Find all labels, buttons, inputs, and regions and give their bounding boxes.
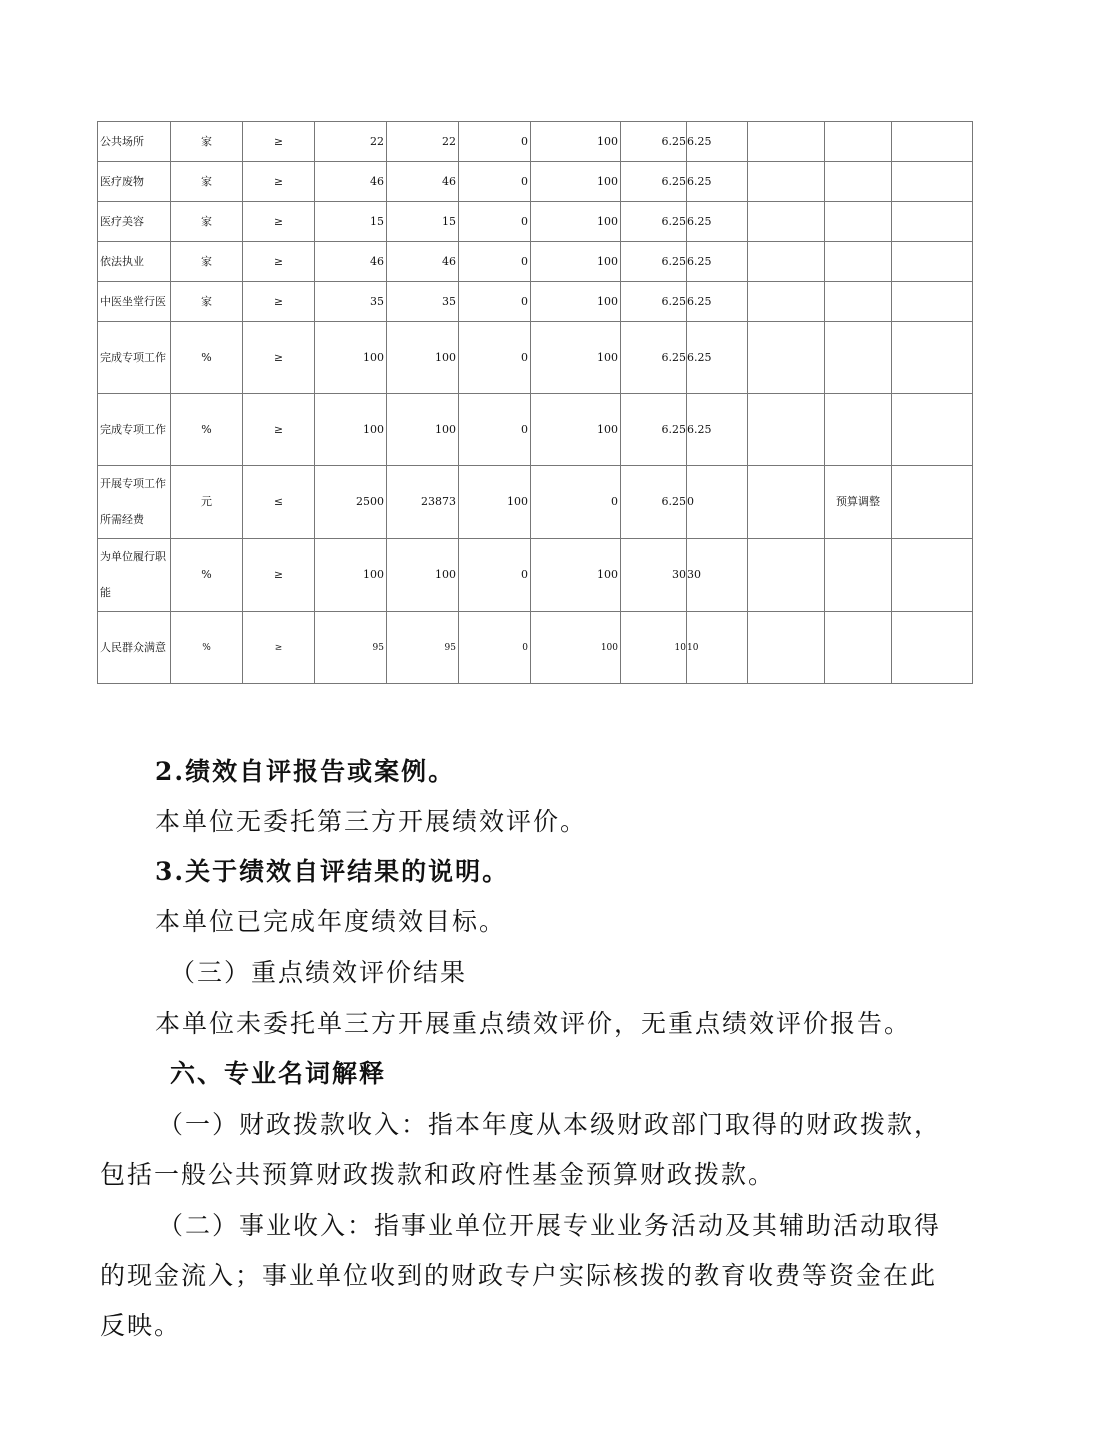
- table-cell-v5: 6.25: [621, 242, 687, 282]
- table-cell-v8: [825, 202, 892, 242]
- table-cell-name: 依法执业: [98, 242, 171, 282]
- table-row: [98, 242, 973, 282]
- table-cell-unit: 家: [171, 122, 243, 162]
- table-cell-op: ≥: [243, 122, 315, 162]
- table-cell-v7: [748, 322, 825, 394]
- table-cell-v1: 46: [315, 162, 387, 202]
- section-heading-key-evaluation: （三）重点绩效评价结果: [170, 958, 468, 987]
- table-cell-v3: 0: [459, 282, 531, 322]
- table-cell-v2: 46: [387, 162, 459, 202]
- performance-indicator-table: [97, 121, 973, 684]
- section-heading-result-explanation: 3.关于绩效自评结果的说明。: [155, 857, 510, 886]
- table-body: [98, 122, 973, 684]
- table-cell-op: ≥: [243, 394, 315, 466]
- table-cell-op: ≥: [243, 202, 315, 242]
- table-cell-v3: 0: [459, 202, 531, 242]
- table-cell-v6: 6.25: [687, 394, 748, 466]
- table-cell-v5: 6.25: [621, 282, 687, 322]
- glossary-item-fiscal-appropriation: （一）财政拨款收入：指本年度从本级财政部门取得的财政拨款，: [158, 1110, 942, 1139]
- table-cell-v7: [748, 242, 825, 282]
- table-cell-v3: 0: [459, 162, 531, 202]
- table-cell-v8: [825, 122, 892, 162]
- table-cell-v8: [825, 162, 892, 202]
- table-cell-unit: 家: [171, 282, 243, 322]
- table-cell-v1: 15: [315, 202, 387, 242]
- table-cell-v6: 6.25: [687, 162, 748, 202]
- table-cell-name: 医疗废物: [98, 162, 171, 202]
- table-cell-v6: 6.25: [687, 242, 748, 282]
- table-cell-v7: [748, 202, 825, 242]
- table-cell-v8: [825, 322, 892, 394]
- table-cell-v9: [892, 282, 973, 322]
- table-cell-v4: 100: [531, 242, 621, 282]
- table-cell-v6: 10: [687, 612, 748, 684]
- table-cell-v2: 35: [387, 282, 459, 322]
- table-cell-v7: [748, 162, 825, 202]
- table-cell-op: ≥: [243, 612, 315, 684]
- table-cell-v5: 10: [621, 612, 687, 684]
- table-cell-op: ≥: [243, 162, 315, 202]
- table-cell-name: 医疗美容: [98, 202, 171, 242]
- table-cell-v1: 100: [315, 322, 387, 394]
- table-cell-v2: 22: [387, 122, 459, 162]
- table-cell-v9: [892, 242, 973, 282]
- table-cell-v4: 100: [531, 394, 621, 466]
- table-cell-v4: 100: [531, 612, 621, 684]
- table-cell-v5: 6.25: [621, 466, 687, 539]
- table-cell-v9: [892, 322, 973, 394]
- table-cell-v7: [748, 282, 825, 322]
- paragraph-no-key-evaluation: 本单位未委托单三方开展重点绩效评价，无重点绩效评价报告。: [155, 1009, 912, 1038]
- table-cell-v7: [748, 539, 825, 612]
- table-cell-unit: 家: [171, 162, 243, 202]
- table-cell-op: ≥: [243, 539, 315, 612]
- table-cell-v1: 2500: [315, 466, 387, 539]
- table-cell-v2: 15: [387, 202, 459, 242]
- table-cell-v5: 6.25: [621, 122, 687, 162]
- table-cell-v6: 6.25: [687, 122, 748, 162]
- table-row: [98, 282, 973, 322]
- table-cell-v5: 6.25: [621, 394, 687, 466]
- paragraph-no-third-party: 本单位无委托第三方开展绩效评价。: [155, 807, 588, 836]
- glossary-item-business-income: （二）事业收入：指事业单位开展专业业务活动及其辅助活动取得: [158, 1211, 942, 1240]
- table-row: [98, 122, 973, 162]
- table-cell-op: ≤: [243, 466, 315, 539]
- paragraph-goals-completed: 本单位已完成年度绩效目标。: [155, 907, 507, 936]
- table-cell-v3: 100: [459, 466, 531, 539]
- table-row: [98, 202, 973, 242]
- table-row: [98, 394, 973, 466]
- table-cell-unit: %: [171, 612, 243, 684]
- table-cell-v4: 100: [531, 322, 621, 394]
- table-cell-v2: 23873: [387, 466, 459, 539]
- table-cell-v8: [825, 539, 892, 612]
- table-cell-v8: [825, 612, 892, 684]
- table-cell-v3: 0: [459, 394, 531, 466]
- table-cell-name: 为单位履行职能: [98, 539, 171, 612]
- table-cell-v4: 100: [531, 202, 621, 242]
- table-cell-v1: 22: [315, 122, 387, 162]
- table-cell-v9: [892, 162, 973, 202]
- table-cell-v6: 6.25: [687, 202, 748, 242]
- table-cell-name: 中医坐堂行医: [98, 282, 171, 322]
- table-cell-v7: [748, 612, 825, 684]
- table-row: [98, 322, 973, 394]
- table-cell-v9: [892, 612, 973, 684]
- table-cell-op: ≥: [243, 282, 315, 322]
- table-row: [98, 466, 973, 539]
- glossary-item-business-income-end: 反映。: [100, 1311, 182, 1340]
- table-cell-v4: 0: [531, 466, 621, 539]
- table-cell-name: 开展专项工作所需经费: [98, 466, 171, 539]
- table-cell-v5: 30: [621, 539, 687, 612]
- table-cell-v6: 6.25: [687, 282, 748, 322]
- table-cell-v7: [748, 122, 825, 162]
- table-cell-v9: [892, 539, 973, 612]
- table-cell-v1: 95: [315, 612, 387, 684]
- table-cell-v3: 0: [459, 612, 531, 684]
- table-row: [98, 162, 973, 202]
- table-cell-v1: 100: [315, 394, 387, 466]
- table-cell-op: ≥: [243, 322, 315, 394]
- table-cell-name: 人民群众满意: [98, 612, 171, 684]
- table-cell-unit: 家: [171, 242, 243, 282]
- table-cell-unit: %: [171, 322, 243, 394]
- table-cell-v3: 0: [459, 242, 531, 282]
- table-cell-op: ≥: [243, 242, 315, 282]
- table-cell-v3: 0: [459, 539, 531, 612]
- table-cell-v5: 6.25: [621, 202, 687, 242]
- table-cell-v1: 35: [315, 282, 387, 322]
- table-cell-v2: 46: [387, 242, 459, 282]
- table-row: [98, 539, 973, 612]
- table-cell-v8: [825, 242, 892, 282]
- table-cell-v6: 6.25: [687, 322, 748, 394]
- table-cell-v2: 100: [387, 322, 459, 394]
- table-cell-v5: 6.25: [621, 322, 687, 394]
- table-cell-name: 完成专项工作: [98, 322, 171, 394]
- table-cell-v3: 0: [459, 122, 531, 162]
- glossary-item-business-income-cont: 的现金流入；事业单位收到的财政专户实际核拨的教育收费等资金在此: [100, 1261, 938, 1290]
- section-heading-self-evaluation-report: 2.绩效自评报告或案例。: [155, 757, 456, 786]
- table-cell-v2: 100: [387, 394, 459, 466]
- table-cell-v9: [892, 202, 973, 242]
- table-cell-v4: 100: [531, 122, 621, 162]
- table-cell-v2: 100: [387, 539, 459, 612]
- table-cell-v1: 46: [315, 242, 387, 282]
- table-cell-v8: [825, 282, 892, 322]
- table-cell-v6: 30: [687, 539, 748, 612]
- table-cell-v8: 预算调整: [825, 466, 892, 539]
- table-cell-v3: 0: [459, 322, 531, 394]
- table-cell-v9: [892, 394, 973, 466]
- table-cell-v9: [892, 466, 973, 539]
- table-cell-v4: 100: [531, 539, 621, 612]
- table-cell-v4: 100: [531, 282, 621, 322]
- table-cell-name: 完成专项工作: [98, 394, 171, 466]
- table-cell-v1: 100: [315, 539, 387, 612]
- table-cell-v8: [825, 394, 892, 466]
- table-cell-v4: 100: [531, 162, 621, 202]
- section-heading-glossary: 六、专业名词解释: [170, 1059, 387, 1088]
- table-cell-v7: [748, 394, 825, 466]
- table-cell-name: 公共场所: [98, 122, 171, 162]
- table-cell-v7: [748, 466, 825, 539]
- table-cell-unit: 元: [171, 466, 243, 539]
- table-cell-unit: %: [171, 394, 243, 466]
- glossary-item-fiscal-appropriation-cont: 包括一般公共预算财政拨款和政府性基金预算财政拨款。: [100, 1160, 776, 1189]
- table-cell-v9: [892, 122, 973, 162]
- table-cell-v5: 6.25: [621, 162, 687, 202]
- table-cell-unit: 家: [171, 202, 243, 242]
- table-row: [98, 612, 973, 684]
- table-cell-unit: %: [171, 539, 243, 612]
- table-cell-v2: 95: [387, 612, 459, 684]
- table-cell-v6: 0: [687, 466, 748, 539]
